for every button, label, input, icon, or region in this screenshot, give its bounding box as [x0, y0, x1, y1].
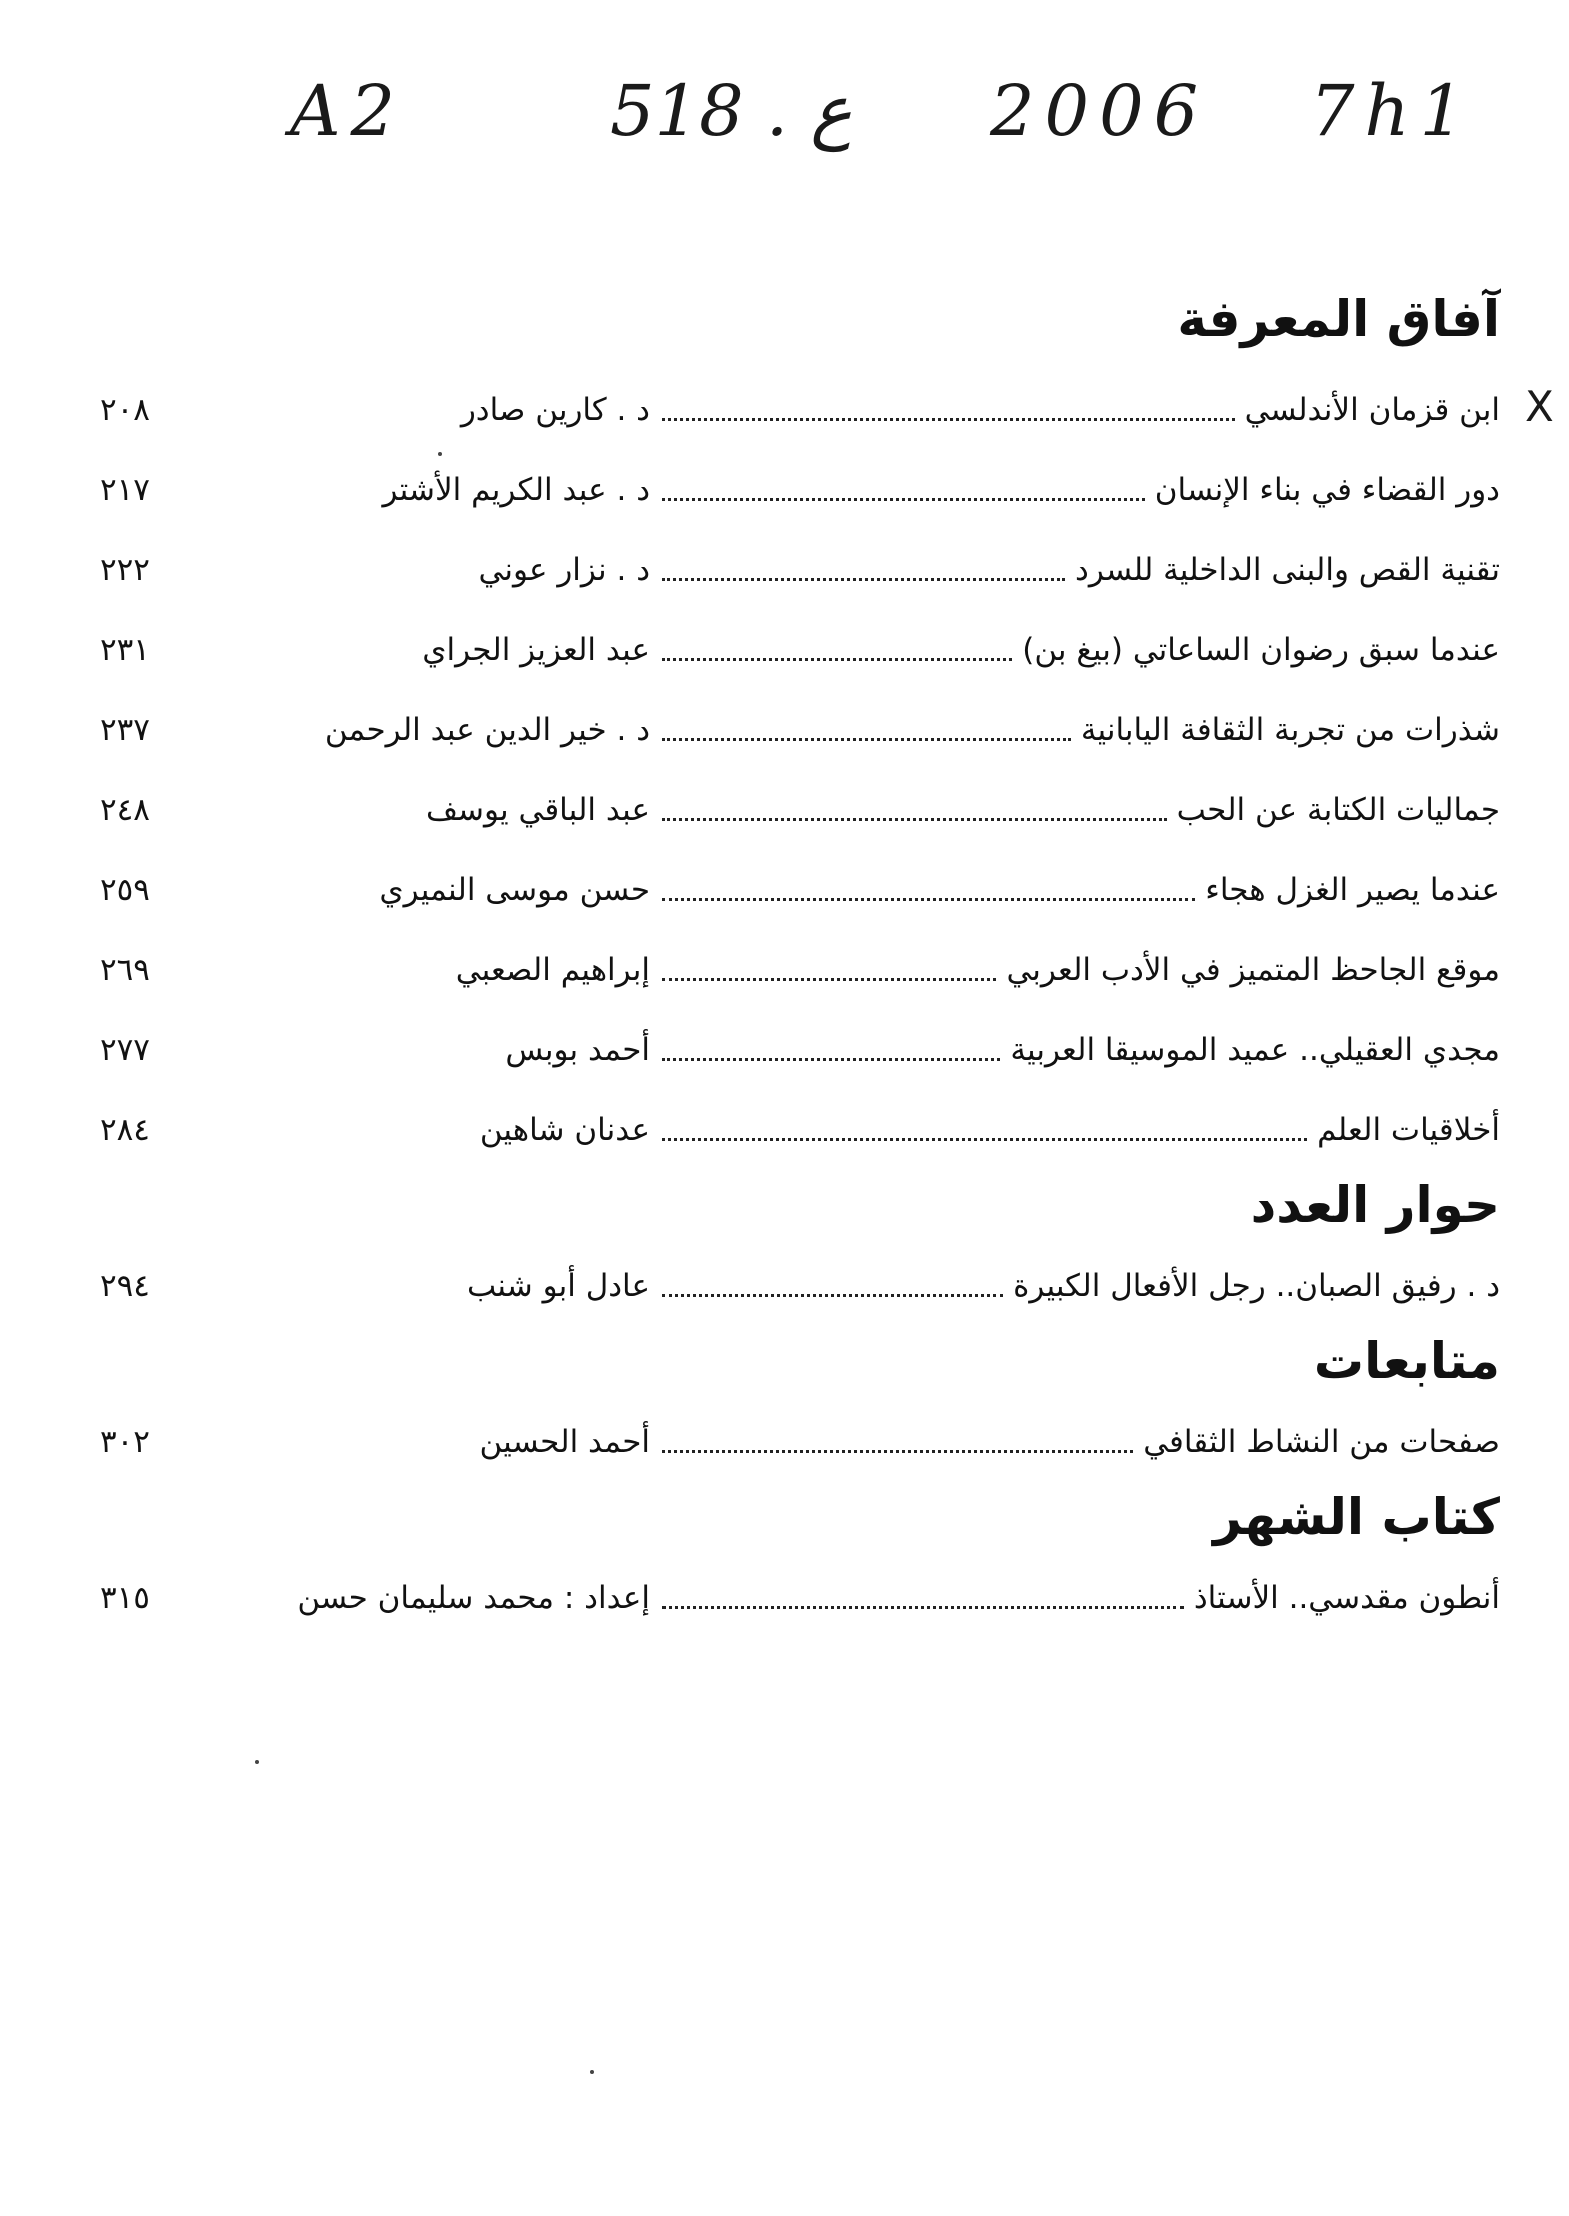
table-of-contents	[100, 280, 1500, 1638]
dot-leader	[662, 1058, 1000, 1061]
dot-leader	[662, 818, 1167, 821]
dot-leader	[662, 898, 1195, 901]
entry-author: عدنان شاهين	[479, 1112, 650, 1148]
entry-title: مجدي العقيلي.. عميد الموسيقا العربية	[1010, 1032, 1500, 1068]
scan-speck	[255, 1760, 259, 1764]
scan-speck	[590, 2070, 594, 2074]
entry-title: ابن قزمان الأندلسي	[1244, 392, 1500, 428]
entry-title: أخلاقيات العلم	[1317, 1112, 1500, 1148]
dot-leader	[662, 1606, 1184, 1609]
entry-title: د . رفيق الصبان.. رجل الأفعال الكبيرة	[1013, 1268, 1500, 1304]
entry-page-number: ٢١٧	[100, 472, 150, 508]
entry-page-number: ٢٠٨	[100, 392, 150, 428]
entry-page-number: ٢٦٩	[100, 952, 150, 988]
entry-title: عندما سبق رضوان الساعاتي (بيغ بن)	[1022, 632, 1500, 668]
section-heading: حوار العدد	[1250, 1176, 1500, 1234]
toc-entry	[100, 1090, 1500, 1170]
toc-entry	[100, 770, 1500, 850]
dot-leader	[662, 1294, 1003, 1297]
entry-page-number: ٢٤٨	[100, 792, 150, 828]
entry-title: دور القضاء في بناء الإنسان	[1154, 472, 1500, 508]
entry-page-number: ٢٣٧	[100, 712, 150, 748]
scan-speck	[438, 452, 442, 456]
dot-leader	[662, 578, 1065, 581]
entry-author: عبد الباقي يوسف	[425, 792, 650, 828]
check-mark-icon: X	[1525, 382, 1554, 431]
entry-page-number: ٢٣١	[100, 632, 150, 668]
dot-leader	[662, 738, 1071, 741]
entry-author: حسن موسى النميري	[379, 872, 650, 908]
handwritten-code-1: A2	[290, 70, 406, 152]
dot-leader	[662, 498, 1145, 501]
dot-leader	[662, 1450, 1133, 1453]
entry-author: عادل أبو شنب	[466, 1268, 650, 1304]
entry-page-number: ٢٥٩	[100, 872, 150, 908]
entry-author: أحمد بوبس	[505, 1032, 650, 1068]
section-heading: آفاق المعرفة	[1177, 290, 1500, 348]
toc-entry	[100, 450, 1500, 530]
toc-entry	[100, 1010, 1500, 1090]
dot-leader	[662, 658, 1012, 661]
entry-page-number: ٢٩٤	[100, 1268, 150, 1304]
entry-author: أحمد الحسين	[479, 1424, 650, 1460]
handwritten-year: 2006	[990, 70, 1209, 152]
toc-entry	[100, 530, 1500, 610]
toc-entry	[100, 850, 1500, 930]
entry-author: إبراهيم الصعبي	[455, 952, 650, 988]
entry-page-number: ٢٢٢	[100, 552, 150, 588]
dot-leader	[662, 418, 1235, 421]
entry-title: صفحات من النشاط الثقافي	[1143, 1424, 1500, 1460]
entry-author: د . كارين صادر	[460, 392, 650, 428]
toc-entry	[100, 1402, 1500, 1482]
toc-entry	[100, 930, 1500, 1010]
entry-page-number: ٢٨٤	[100, 1112, 150, 1148]
entry-page-number: ٣١٥	[100, 1580, 150, 1616]
toc-entry	[100, 370, 1500, 450]
entry-title: أنطون مقدسي.. الأستاذ	[1193, 1580, 1500, 1616]
dot-leader	[662, 1138, 1307, 1141]
handwritten-catalog-note	[290, 70, 1490, 180]
handwritten-code-3: 7h1	[1310, 70, 1475, 152]
entry-author: عبد العزيز الجراي	[422, 632, 650, 668]
entry-title: شذرات من تجربة الثقافة اليابانية	[1080, 712, 1500, 748]
section-heading: كتاب الشهر	[1213, 1488, 1500, 1546]
entry-author: د . عبد الكريم الأشتر	[382, 472, 650, 508]
entry-title: تقنية القص والبنى الداخلية للسرد	[1075, 552, 1500, 588]
toc-entry	[100, 1558, 1500, 1638]
toc-entry	[100, 690, 1500, 770]
entry-author: د . خير الدين عبد الرحمن	[324, 712, 650, 748]
section-heading: متابعات	[1313, 1332, 1500, 1390]
handwritten-code-2: 518 . ع	[610, 70, 853, 152]
dot-leader	[662, 978, 996, 981]
entry-title: جماليات الكتابة عن الحب	[1176, 792, 1500, 828]
entry-page-number: ٣٠٢	[100, 1424, 150, 1460]
entry-author: إعداد : محمد سليمان حسن	[297, 1580, 650, 1616]
entry-author: د . نزار عوني	[478, 552, 650, 588]
entry-title: موقع الجاحظ المتميز في الأدب العربي	[1006, 952, 1500, 988]
entry-title: عندما يصير الغزل هجاء	[1205, 872, 1500, 908]
entry-page-number: ٢٧٧	[100, 1032, 150, 1068]
toc-entry	[100, 1246, 1500, 1326]
toc-entry	[100, 610, 1500, 690]
